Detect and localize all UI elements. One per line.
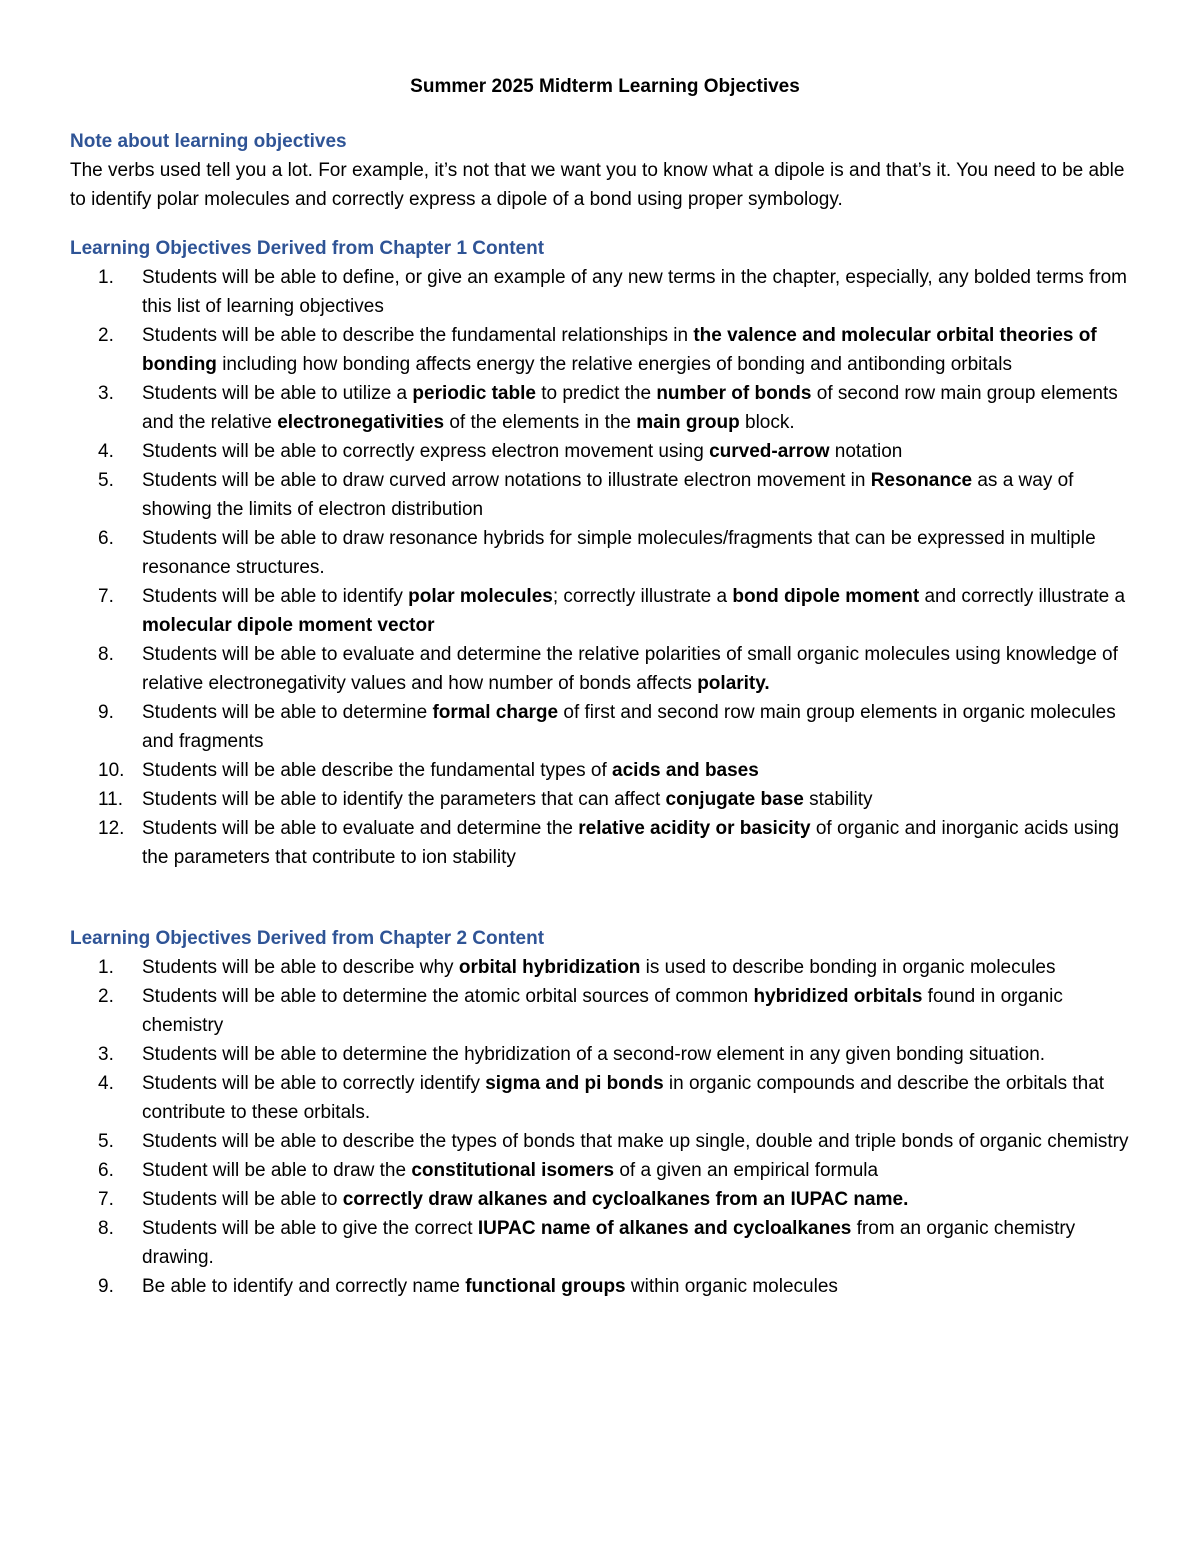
objective-bold-term: sigma and pi bonds [485,1073,664,1094]
objective-text: Students will be able to correctly identify [142,1073,486,1094]
objective-item [70,263,1140,321]
objective-item [70,953,1140,982]
note-section [70,127,1140,214]
objective-bold-term: main group [636,412,740,433]
objective-text: and correctly illustrate a [919,586,1126,607]
objective-text: Student will be able to draw the [142,1160,412,1181]
objective-item [70,466,1140,524]
objective-number: 12. [98,818,125,839]
objective-text: ; correctly illustrate a [552,586,733,607]
objective-text: Students will be able to determine [142,702,433,723]
chapter-1-section [70,234,1140,872]
objective-number: 4. [98,441,114,462]
objective-bold-term: polarity. [697,673,770,694]
objective-bold-term: correctly draw alkanes and cycloalkanes from an IUPAC name. [342,1189,909,1210]
objective-bold-term: curved-arrow [709,441,830,462]
objective-bold-term: IUPAC name of alkanes and cycloalkanes [477,1218,852,1239]
objective-number: 3. [98,1044,114,1065]
objective-number: 8. [98,1218,114,1239]
objective-number: 5. [98,1131,114,1152]
objective-text: Students will be able to describe the types of bonds that make up single, double and triple bonds of organic chemistry [142,1131,1129,1152]
chapter-2-heading: Learning Objectives Derived from Chapter 2 Content [70,928,545,949]
objective-number: 1. [98,957,114,978]
objective-text: in organic compounds and describe the orbitals that contribute to these orbitals. [142,1073,1105,1123]
objective-text: Students will be able to draw curved arrow notations to illustrate electron movement in [142,470,871,491]
objective-text: as a way of showing the limits of electron distribution [142,470,1074,520]
objective-bold-term: number of bonds [656,383,812,404]
objective-item [70,582,1140,640]
chapter-1-heading: Learning Objectives Derived from Chapter 1 Content [70,238,545,259]
objective-text: of second row main group elements and the relative [142,383,1118,433]
objective-item [70,1156,1140,1185]
objective-bold-term: conjugate base [665,789,804,810]
objective-item [70,379,1140,437]
objective-number: 2. [98,325,114,346]
objective-number: 5. [98,470,114,491]
objective-bold-term: orbital hybridization [458,957,641,978]
objective-item [70,785,1140,814]
objective-number: 1. [98,267,114,288]
objective-text: notation [829,441,903,462]
objective-text: Students will be able to utilize a [142,383,413,404]
objective-number: 7. [98,586,114,607]
objective-text: Students will be able to give the correct [142,1218,478,1239]
objective-item [70,1272,1140,1301]
objective-text: block. [739,412,795,433]
objective-item [70,1185,1140,1214]
objective-number: 7. [98,1189,114,1210]
objective-text: is used to describe bonding in organic molecules [640,957,1056,978]
chapter-2-section [70,924,1140,1301]
objective-item [70,321,1140,379]
objective-text: from an organic chemistry drawing. [142,1218,1076,1268]
objective-text: Students will be able to describe why [142,957,459,978]
objective-bold-term: functional groups [465,1276,626,1297]
objective-item [70,437,1140,466]
objective-number: 6. [98,528,114,549]
objective-item [70,814,1140,872]
objective-item [70,698,1140,756]
objective-text: found in organic chemistry [142,986,1063,1036]
objective-text: Students will be able to identify [142,586,409,607]
objective-item [70,1069,1140,1127]
objective-text: Students will be able to describe the fundamental relationships in [142,325,694,346]
objective-bold-term: formal charge [432,702,559,723]
objective-item [70,524,1140,582]
objective-text: within organic molecules [625,1276,838,1297]
objective-item [70,756,1140,785]
objective-text: Students will be able to correctly express electron movement using [142,441,710,462]
objective-text: Students will be able to draw resonance hybrids for simple molecules/fragments that can be expressed in multiple resonance structures. [142,528,1096,578]
chapter-2-objectives-list [70,953,1140,1301]
objective-number: 9. [98,702,114,723]
objective-bold-term: periodic table [412,383,536,404]
document-page [70,72,1140,1301]
objective-item [70,982,1140,1040]
objective-bold-term: Resonance [870,470,973,491]
objective-text: Students will be able to [142,1189,343,1210]
objective-text: Students will be able describe the fundamental types of [142,760,613,781]
objective-item [70,640,1140,698]
objective-bold-term: the valence and molecular orbital theories of bonding [142,325,1097,375]
objective-text: stability [803,789,873,810]
objective-text: Students will be able to determine the atomic orbital sources of common [142,986,754,1007]
objective-bold-term: relative acidity or basicity [578,818,811,839]
objective-number: 4. [98,1073,114,1094]
objective-text: of the elements in the [444,412,637,433]
note-body: The verbs used tell you a lot. For example, it’s not that we want you to know what a dipole is and that’s it. You need to be able to identify polar molecules and correctly express a dipole of a bond using proper symbology. [70,160,1125,210]
objective-text: Students will be able to evaluate and determine the relative polarities of small organic molecules using knowledge of relative electronegativity values and how number of bonds affects [142,644,1118,694]
objective-bold-term: acids and bases [612,760,759,781]
objective-number: 3. [98,383,114,404]
objective-number: 11. [98,789,124,810]
objective-bold-term: hybridized orbitals [753,986,923,1007]
objective-item [70,1214,1140,1272]
objective-bold-term: constitutional isomers [411,1160,615,1181]
objective-text: Students will be able to define, or give an example of any new terms in the chapter, especially, any bolded terms from this list of learning objectives [142,267,1128,317]
objective-text: of organic and inorganic acids using the parameters that contribute to ion stability [142,818,1119,868]
objective-number: 2. [98,986,114,1007]
objective-number: 6. [98,1160,114,1181]
note-heading: Note about learning objectives [70,131,347,152]
objective-text: Students will be able to evaluate and determine the [142,818,579,839]
objective-item [70,1040,1140,1069]
objective-bold-term: bond dipole moment [732,586,920,607]
objective-text: Be able to identify and correctly name [142,1276,466,1297]
objective-number: 9. [98,1276,114,1297]
objective-bold-term: electronegativities [277,412,445,433]
objective-text: including how bonding affects energy the relative energies of bonding and antibonding orbitals [216,354,1012,375]
objective-number: 10. [98,760,125,781]
objective-item [70,1127,1140,1156]
document-title: Summer 2025 Midterm Learning Objectives [410,76,800,97]
objective-text: to predict the [535,383,657,404]
objective-text: Students will be able to determine the hybridization of a second-row element in any given bonding situation. [142,1044,1046,1065]
objective-bold-term: molecular dipole moment vector [142,615,435,636]
objective-text: of a given an empirical formula [614,1160,879,1181]
objective-bold-term: polar molecules [408,586,553,607]
objective-text: of first and second row main group elements in organic molecules and fragments [142,702,1116,752]
objective-number: 8. [98,644,114,665]
objective-text: Students will be able to identify the parameters that can affect [142,789,666,810]
chapter-1-objectives-list [70,263,1140,872]
